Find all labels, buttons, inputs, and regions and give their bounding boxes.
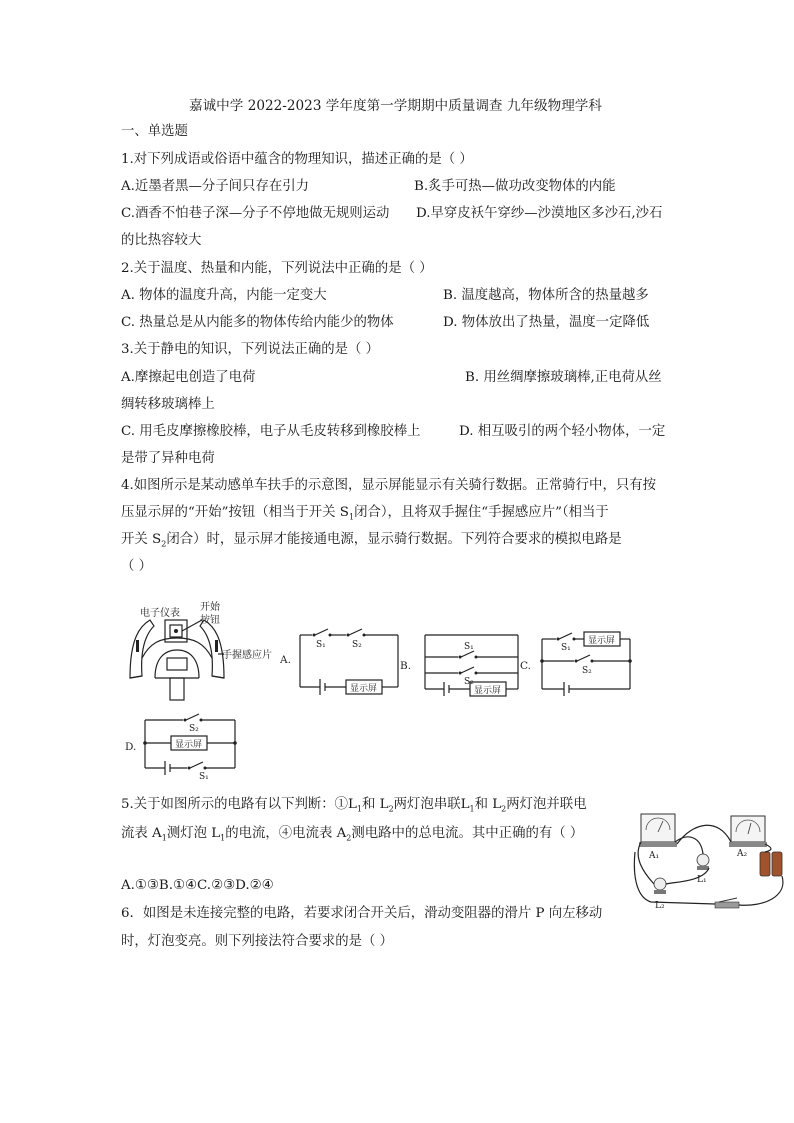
circuit-c xyxy=(520,625,640,700)
q3-stem: 3.关于静电的知识，下列说法正确的是（ ） xyxy=(121,342,380,357)
q2-option-d: D. 物体放出了热量，温度一定降低 xyxy=(443,315,650,330)
circuit-c-screen: 显示屏 xyxy=(588,636,616,646)
circuit-c-label: C. xyxy=(520,660,531,672)
fig-start-label-2: 按钮 xyxy=(200,615,220,626)
fig-l2-label: L₂ xyxy=(655,901,665,911)
circuit-a-screen: 显示屏 xyxy=(350,684,378,694)
q1-option-d-cont: 的比热容较大 xyxy=(121,233,202,248)
circuit-a-s2: S₂ xyxy=(352,640,362,650)
q3-option-a: A.摩擦起电创造了电荷 xyxy=(121,370,256,385)
q2-stem: 2.关于温度、热量和内能，下列说法中正确的是（ ） xyxy=(121,261,433,276)
circuit-c-s2: S₂ xyxy=(582,666,592,676)
q3-option-d-cont: 是带了异种电荷 xyxy=(121,451,215,466)
q5-line-1: 5.关于如图所示的电路有以下判断：$①L_1$和 $L_2$两灯泡串联$L_1$和 $L_2$两灯泡并联电 xyxy=(121,797,587,814)
circuit-d-screen: 显示屏 xyxy=(175,740,203,750)
circuit-c-s1: S₁ xyxy=(561,643,571,653)
q4-line-4: （ ） xyxy=(121,559,153,574)
fig-l1-label: L₁ xyxy=(697,875,707,885)
circuit-d-s2: S₂ xyxy=(189,724,199,734)
q3-option-c: C. 用毛皮摩擦橡胶棒，电子从毛皮转移到橡胶棒上 xyxy=(121,424,421,439)
q4-line-2: 压显示屏的“开始”按钮（相当于开关 $S_1$闭合），且将双手握住“手握感应片”（相当于 xyxy=(121,505,609,522)
q3-option-d: D. 相互吸引的两个轻小物体，一定 xyxy=(459,424,666,439)
fig-a2-label: A₂ xyxy=(737,849,748,859)
fig-meter-label: 电子仪表 xyxy=(140,608,180,619)
q6-line-1: 6．如图是未连接完整的电路，若要求闭合开关后，滑动变阻器的滑片 P 向左移动 xyxy=(121,906,603,921)
circuit-b xyxy=(400,625,535,700)
q4-line-1: 4.如图所示是某动感单车扶手的示意图，显示屏能显示有关骑行数据。正常骑行中，只有按 xyxy=(121,478,657,493)
circuit-d xyxy=(125,712,240,782)
circuit-b-label: B. xyxy=(400,660,412,672)
q1-option-b: B.炙手可热—做功改变物体的内能 xyxy=(414,179,616,194)
page-title: 嘉诚中学 2022-2023 学年度第一学期期中质量调查 九年级物理学科 xyxy=(189,98,602,114)
circuit-d-label: D. xyxy=(125,741,137,753)
q2-option-c: C. 热量总是从内能多的物体传给内能少的物体 xyxy=(121,315,394,330)
q1-option-c: C.酒香不怕巷子深—分子不停地做无规则运动 xyxy=(121,206,390,221)
fig-start-label-1: 开始 xyxy=(200,602,220,613)
q4-line-3: 开关 $S_2$闭合）时，显示屏才能接通电源，显示骑行数据。下列符合要求的模拟电路是 xyxy=(121,532,622,549)
circuit-a xyxy=(280,625,415,700)
circuit-b-s2: S₂ xyxy=(464,677,474,687)
q1-option-a: A.近墨者黑—分子间只存在引力 xyxy=(121,179,310,194)
q1-stem: 1.对下列成语或俗语中蕴含的物理知识，描述正确的是（ ） xyxy=(121,152,473,167)
q6-line-2: 时，灯泡变亮。则下列接法符合要求的是（ ） xyxy=(121,934,394,949)
circuit-a-s1: S₁ xyxy=(316,640,326,650)
q2-option-b: B. 温度越高，物体所含的热量越多 xyxy=(443,288,649,303)
circuit-b-screen: 显示屏 xyxy=(474,686,502,696)
circuit-b-s1: S₁ xyxy=(464,642,474,652)
circuit-d-s1: S₁ xyxy=(199,772,209,782)
q1-option-d: D.早穿皮袄午穿纱—沙漠地区多沙石,沙石 xyxy=(416,206,663,221)
fig-a1-label: A₁ xyxy=(649,851,660,861)
q2-option-a: A. 物体的温度升高，内能一定变大 xyxy=(121,288,327,303)
circuit-a-label: A. xyxy=(280,654,291,666)
handlebar-figure xyxy=(120,598,290,703)
q5-line-2: 流表 $A_1$测灯泡 $L_1$的电流，④电流表 $A_2$测电路中的总电流。其中正确的有（ ） xyxy=(121,826,584,843)
q5-options: A.①③B.①④C.②③D.②④ xyxy=(121,878,274,893)
q5-circuit-figure xyxy=(633,812,788,917)
section-heading: 一、单选题 xyxy=(121,124,188,139)
fig-sensor-label: 手握感应片 xyxy=(222,650,272,661)
q3-option-b: B. 用丝绸摩擦玻璃棒,正电荷从丝 xyxy=(465,370,662,385)
q3-option-b-cont: 绸转移玻璃棒上 xyxy=(121,397,215,412)
